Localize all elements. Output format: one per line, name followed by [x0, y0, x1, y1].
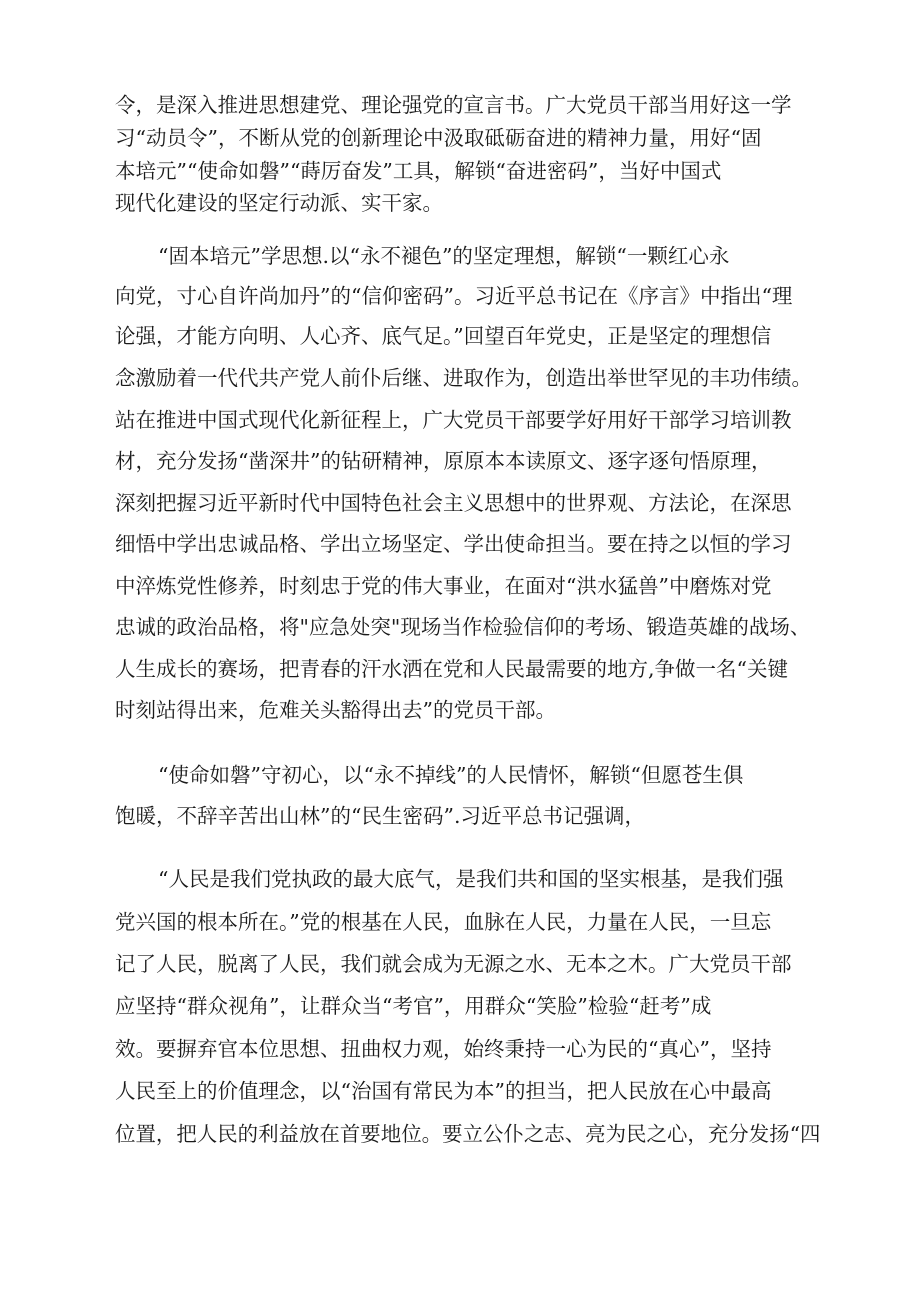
p2-line-7: 深刻把握习近平新时代中国特色社会主义思想中的世界观、方法论，在深思: [115, 491, 792, 515]
p2-line-6: 材，充分发扬“凿深井”的钻研精神，原原本本读原文、逐字逐句悟原理，: [115, 449, 772, 473]
p4-line-4: 应坚持“群众视角”，让群众当“考官”，用群众“笑脸”检验“赶考”成: [115, 994, 712, 1018]
p4-line-1: “人民是我们党执政的最大底气，是我们共和国的坚实根基，是我们强: [158, 867, 784, 891]
p1-line-1: 令，是深入推进思想建党、理论强党的宣言书。广大党员干部当用好这一学: [115, 93, 792, 117]
p4-line-6: 人民至上的价值理念，以“治国有常民为本”的担当，把人民放在心中最高: [115, 1079, 772, 1103]
p3-line-2: 饱暖，不辞辛苦出山林”的“民生密码”.习近平总书记强调，: [115, 804, 645, 828]
p3-line-1: “使命如磐”守初心，以“永不掉线”的人民情怀，解锁“但愿苍生俱: [158, 763, 744, 787]
p2-line-11: 人生成长的赛场，把青春的汗水洒在党和人民最需要的地方,争做一名“关键: [115, 657, 788, 681]
p4-line-5: 效。要摒弃官本位思想、扭曲权力观，始终秉持一心为民的“真心”，坚持: [115, 1037, 772, 1061]
p4-line-7: 位置，把人民的利益放在首要地位。要立公仆之志、亮为民之心，充分发扬“四: [115, 1122, 821, 1146]
p2-line-4: 念激励着一代代共产党人前仆后继、进取作为，创造出举世罕见的丰功伟绩。: [115, 366, 812, 390]
p2-line-3: 论强，才能方向明、人心齐、底气足。”回望百年党史，正是坚定的理想信: [115, 324, 772, 348]
p2-line-1: “固本培元”学思想.以“永不褪色”的坚定理想，解锁“一颗红心永: [158, 244, 730, 268]
p1-line-4: 现代化建设的坚定行动派、实干家。: [115, 191, 443, 215]
p2-line-2: 向党，寸心自许尚加丹”的“信仰密码”。习近平总书记在《序言》中指出“理: [115, 284, 793, 308]
p2-line-8: 细悟中学出忠诚品格、学出立场坚定、学出使命担当。要在持之以恒的学习: [115, 532, 792, 556]
p2-line-9: 中淬炼党性修养，时刻忠于党的伟大事业，在面对“洪水猛兽”中磨炼对党: [115, 574, 772, 598]
p2-line-12: 时刻站得出来，危难关头豁得出去”的党员干部。: [115, 698, 556, 722]
p4-line-2: 党兴国的根本所在。”党的根基在人民，血脉在人民，力量在人民，一旦忘: [115, 910, 772, 934]
p1-line-2: 习“动员令”，不断从党的创新理论中汲取砥砺奋进的精神力量，用好“固: [115, 126, 762, 150]
p1-line-3: 本培元”“使命如磐”“蒔厉奋发”工具，解锁“奋进密码”，当好中国式: [115, 159, 722, 183]
p4-line-3: 记了人民，脱离了人民，我们就会成为无源之水、无本之木。广大党员干部: [115, 952, 792, 976]
p2-line-5: 站在推进中国式现代化新征程上，广大党员干部要学好用好干部学习培训教: [115, 408, 792, 432]
p2-line-10: 忠诚的政治品格，将"应急处突"现场当作检验信仰的考场、锻造英雄的战场、: [115, 615, 811, 639]
